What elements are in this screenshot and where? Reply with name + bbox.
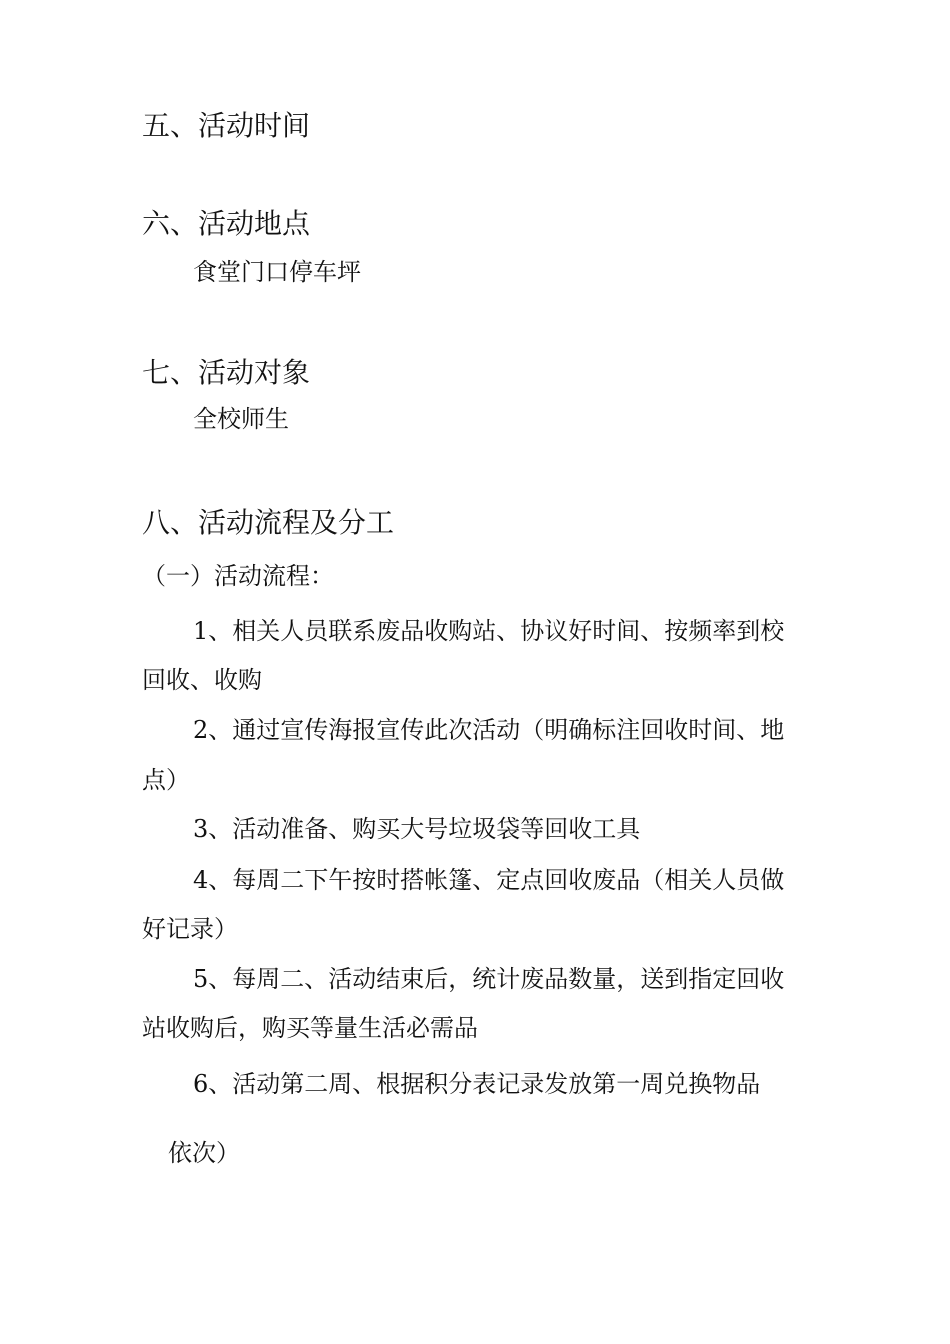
location-text: 食堂门口停车坪 — [193, 258, 361, 286]
process-item-1-line-1: 1、相关人员联系废品收购站、协议好时间、按频率到校 — [193, 617, 785, 645]
process-item-3: 3、活动准备、购买大号垃圾袋等回收工具 — [193, 815, 641, 843]
process-item-6: 6、活动第二周、根据积分表记录发放第一周兑换物品 — [193, 1070, 761, 1098]
section-heading-audience: 七、活动对象 — [142, 356, 311, 389]
section-heading-time: 五、活动时间 — [142, 109, 311, 142]
section-heading-location: 六、活动地点 — [142, 207, 311, 240]
process-item-5-line-1: 5、每周二、活动结束后，统计废品数量，送到指定回收 — [193, 965, 785, 993]
process-subheading: （一）活动流程： — [142, 562, 334, 590]
process-item-1-line-2: 回收、收购 — [142, 666, 262, 694]
trailing-text: 依次） — [168, 1139, 240, 1167]
process-item-2-line-2: 点） — [142, 766, 190, 794]
process-item-5-line-2: 站收购后，购买等量生活必需品 — [142, 1014, 478, 1042]
process-item-4-line-1: 4、每周二下午按时搭帐篷、定点回收废品（相关人员做 — [193, 866, 785, 894]
audience-text: 全校师生 — [193, 405, 289, 433]
process-item-4-line-2: 好记录） — [142, 915, 238, 943]
process-item-2-line-1: 2、通过宣传海报宣传此次活动（明确标注回收时间、地 — [193, 716, 785, 744]
section-heading-process: 八、活动流程及分工 — [142, 506, 395, 539]
